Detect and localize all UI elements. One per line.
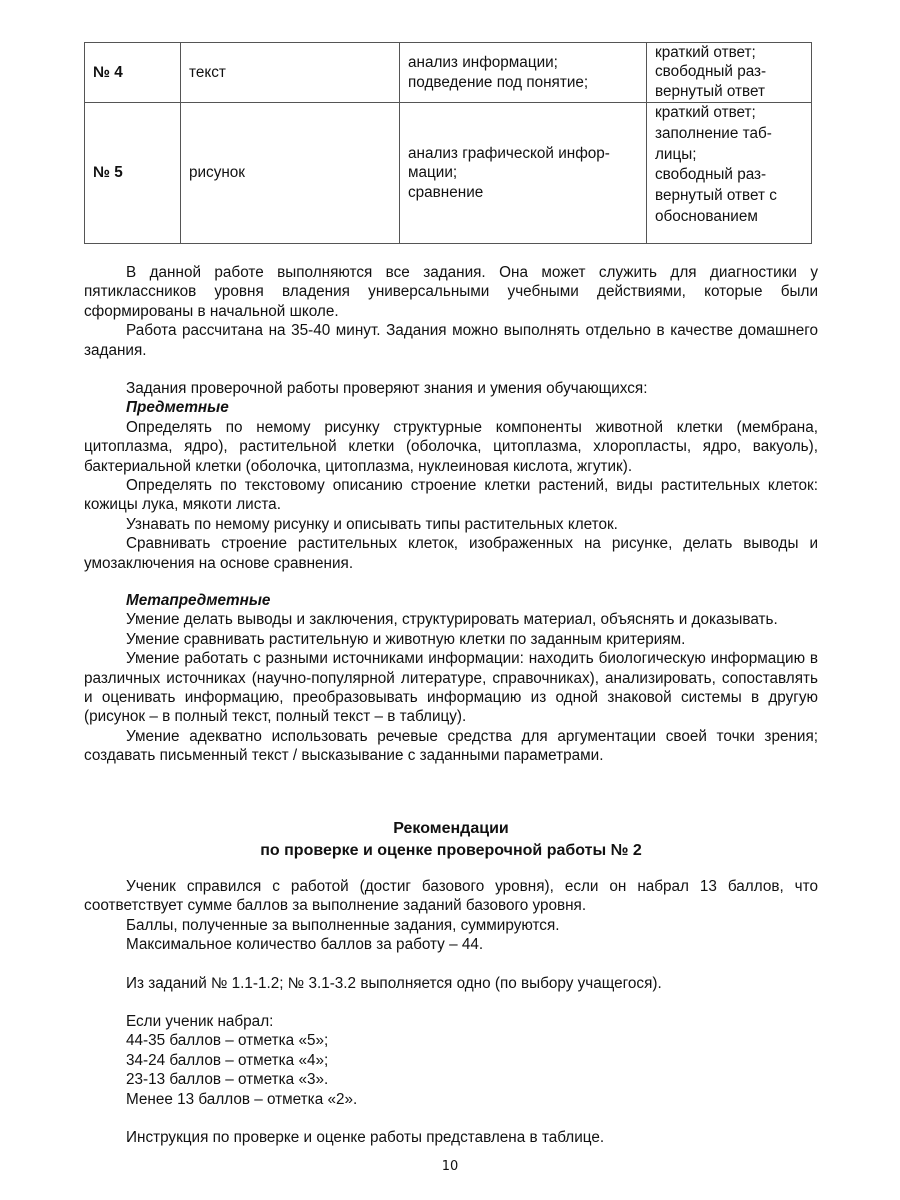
task-number: № 4 <box>85 43 181 103</box>
recommendations-heading <box>84 818 818 862</box>
task-answer-format <box>647 43 812 103</box>
heading-line: Рекомендации <box>393 820 509 837</box>
answer-line: вернутый ответ <box>655 82 765 100</box>
table-row <box>85 103 812 244</box>
recommendation-paragraph: Из заданий № 1.1-1.2; № 3.1-3.2 выполняется одно (по выбору учащегося). <box>126 974 662 992</box>
grade-line: 44-35 баллов – отметка «5»; <box>126 1032 329 1050</box>
meta-results-title: Метапредметные <box>126 592 271 609</box>
task-skills <box>400 103 647 244</box>
intro-paragraph: Работа рассчитана на 35-40 минут. Задания можно выполнять отдельно в качестве домашнего задания. <box>84 322 818 359</box>
task-skill-line: мации; <box>408 164 458 182</box>
recommendations-section <box>84 877 818 1147</box>
recommendation-paragraph: Инструкция по проверке и оценке работы представлена в таблице. <box>126 1129 605 1147</box>
subject-result-item: Определять по текстовому описанию строение клетки растений, виды растительных клеток: кожицы лука, мякоти листа. <box>84 477 818 514</box>
task-answer-format <box>647 103 812 244</box>
answer-line: обоснованием <box>655 207 758 225</box>
heading-line: по проверке и оценке проверочной работы № 2 <box>260 842 642 859</box>
task-skill-line: подведение под понятие; <box>408 73 589 91</box>
answer-line: краткий ответ; <box>655 104 756 121</box>
answer-line: свободный раз- <box>655 63 767 81</box>
subject-result-item: Определять по немому рисунку структурные компоненты животной клетки (мембрана, цитоплазма, ядро), растительной клетки (оболочка, цитоплазма, хлоропласты, ядро, вакуоль), бактериальной клетки (оболочка, цитоплазма, нуклеиновая кислота, жгутик). <box>84 418 818 475</box>
checks-section <box>84 379 818 573</box>
subject-results-title: Предметные <box>126 399 229 417</box>
answer-line: лицы; <box>655 145 697 163</box>
recommendation-paragraph: Ученик справился с работой (достиг базового уровня), если он набрал 13 баллов, что соответствует сумме баллов за выполнение заданий базового уровня. <box>84 878 818 915</box>
meta-result-item: Умение работать с разными источниками информации: находить биологическую информацию в различных источниках (научно-популярной литературе, справочниках), анализировать, сопоставлять и оценивать информацию, преобразовывать информацию из одной знаковой системы в другую (рисунок – в полный текст, полный текст – в таблицу). <box>84 650 818 726</box>
task-skill-line: анализ информации; <box>408 54 558 72</box>
grades-lead: Если ученик набрал: <box>126 1013 274 1031</box>
recommendation-paragraph: Максимальное количество баллов за работу – 44. <box>126 936 484 954</box>
table-row <box>85 43 812 103</box>
subject-result-item: Узнавать по немому рисунку и описывать типы растительных клеток. <box>126 515 618 533</box>
checks-lead: Задания проверочной работы проверяют знания и умения обучающихся: <box>126 380 648 397</box>
task-skill-line: сравнение <box>408 183 484 201</box>
task-skill-line: анализ графической инфор- <box>408 144 610 162</box>
recommendation-paragraph: Баллы, полученные за выполненные задания, суммируются. <box>126 916 560 934</box>
answer-line: свободный раз- <box>655 166 767 184</box>
task-number: № 5 <box>85 103 181 244</box>
task-table <box>84 42 812 244</box>
intro-section <box>84 263 818 360</box>
meta-result-item: Умение адекватно использовать речевые средства для аргументации своей точки зрения; создавать письменный текст / высказывание с заданными параметрами. <box>84 727 818 765</box>
page-number: 10 <box>441 1159 459 1174</box>
grade-line: 23-13 баллов – отметка «3». <box>126 1071 329 1089</box>
task-type: рисунок <box>181 103 400 244</box>
task-type: текст <box>181 43 400 103</box>
grade-line: Менее 13 баллов – отметка «2». <box>126 1090 358 1108</box>
answer-line: заполнение таб- <box>655 124 772 142</box>
meta-result-item: Умение делать выводы и заключения, структурировать материал, объяснять и доказывать. <box>126 611 778 629</box>
meta-result-item: Умение сравнивать растительную и животную клетки по заданным критериям. <box>126 630 686 648</box>
subject-result-item: Сравнивать строение растительных клеток, изображенных на рисунке, делать выводы и умозаключения на основе сравнения. <box>84 535 818 572</box>
meta-section <box>84 591 818 766</box>
grade-line: 34-24 баллов – отметка «4»; <box>126 1051 329 1069</box>
answer-line: вернутый ответ с <box>655 187 777 205</box>
intro-paragraph: В данной работе выполняются все задания. Она может служить для диагностики у пятиклассников уровня владения универсальными учебными действиями, которые были сформированы в начальной школе. <box>84 264 818 320</box>
task-skills <box>400 43 647 103</box>
answer-line: краткий ответ; <box>655 44 756 61</box>
